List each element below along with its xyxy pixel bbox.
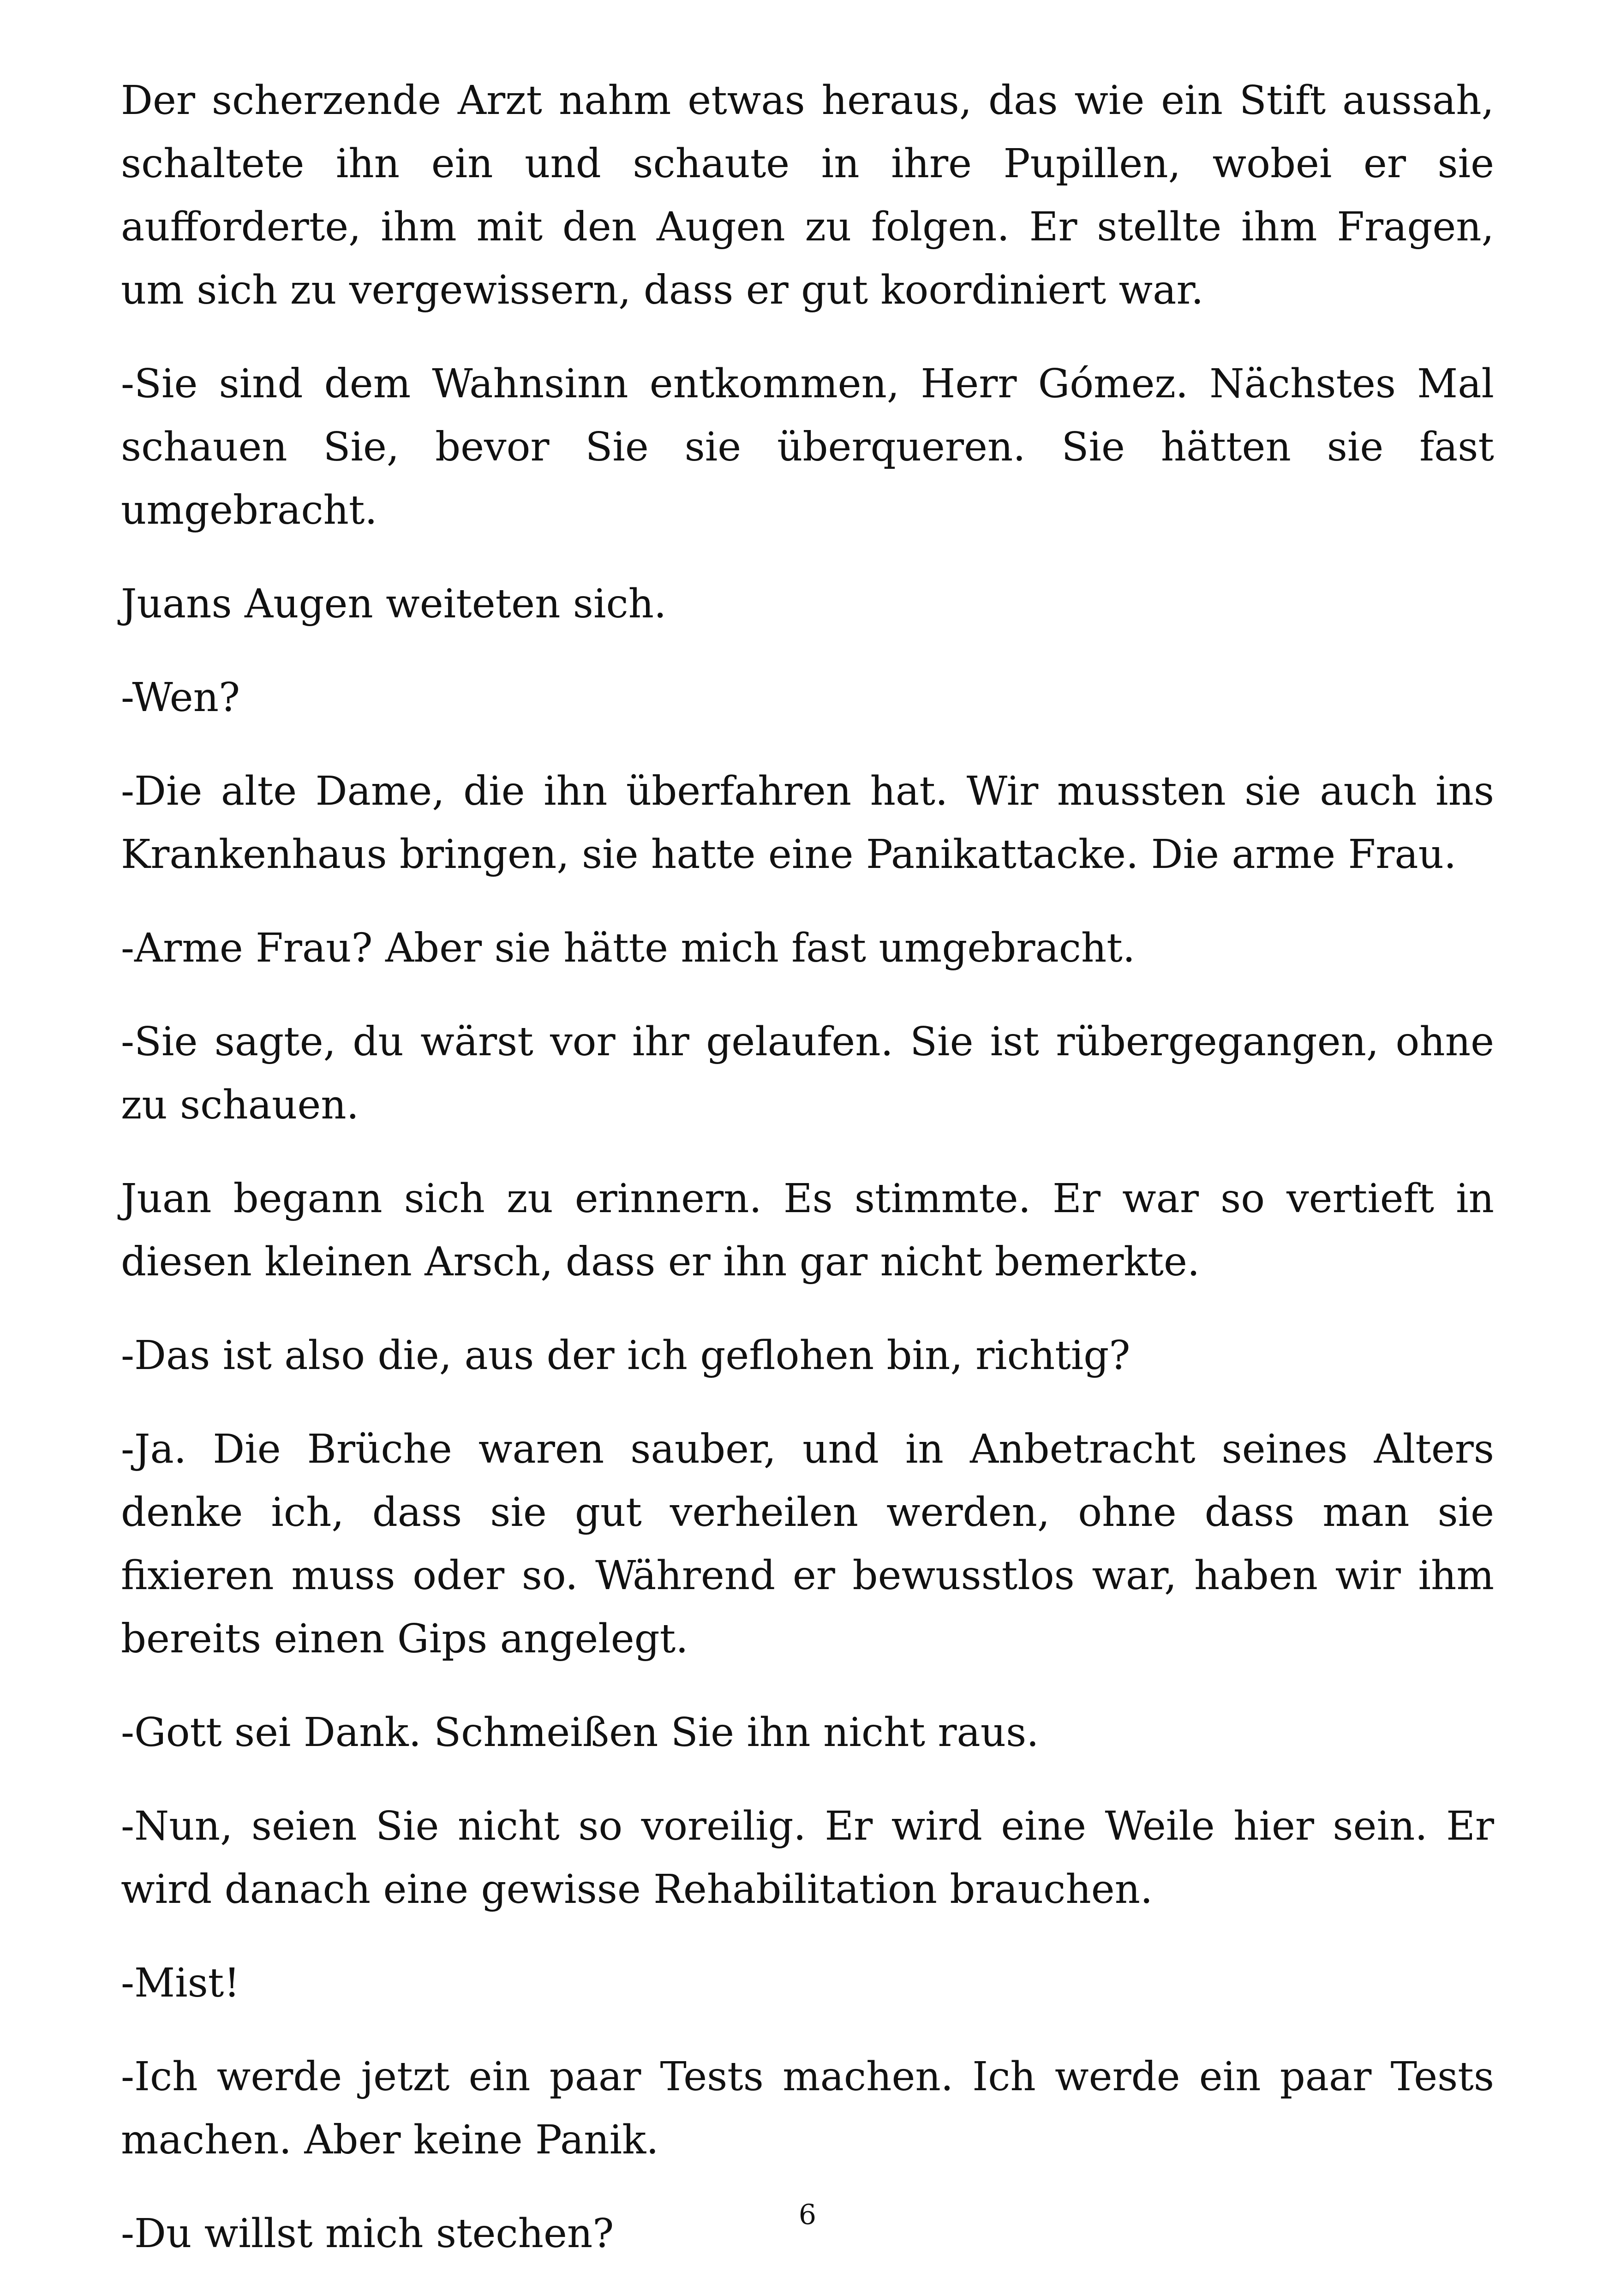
page-number: 6 bbox=[798, 2199, 817, 2231]
paragraph: -Nun, seien Sie nicht so voreilig. Er wird eine Weile hier sein. Er wird danach eine gewisse Rehabilitation brauchen. bbox=[121, 1803, 1494, 1913]
paragraph: -Mist! bbox=[121, 1960, 240, 2006]
paragraph: Juans Augen weiteten sich. bbox=[121, 581, 667, 627]
paragraph: -Wen? bbox=[121, 675, 240, 721]
paragraph: Der scherzende Arzt nahm etwas heraus, das wie ein Stift aussah, schaltete ihn ein und schaute in ihre Pupillen, wobei er sie aufforderte, ihm mit den Augen zu folgen. Er stellte ihm Fragen, um sich zu vergewissern, dass er gut koordiniert war. bbox=[121, 78, 1494, 313]
paragraph: -Die alte Dame, die ihn überfahren hat. Wir mussten sie auch ins Krankenhaus bringen, sie hatte eine Panikattacke. Die arme Frau. bbox=[121, 768, 1494, 878]
paragraph: -Gott sei Dank. Schmeißen Sie ihn nicht raus. bbox=[121, 1710, 1039, 1756]
paragraph: -Sie sind dem Wahnsinn entkommen, Herr Gómez. Nächstes Mal schauen Sie, bevor Sie sie überqueren. Sie hätten sie fast umgebracht. bbox=[121, 361, 1494, 533]
paragraph: -Ich werde jetzt ein paar Tests machen. Ich werde ein paar Tests machen. Aber keine Panik. bbox=[121, 2054, 1494, 2163]
paragraph: -Sie sagte, du wärst vor ihr gelaufen. Sie ist rübergegangen, ohne zu schauen. bbox=[121, 1019, 1494, 1128]
paragraph: -Du willst mich stechen? bbox=[121, 2211, 614, 2257]
paragraph: Juan begann sich zu erinnern. Es stimmte. Er war so vertieft in diesen kleinen Arsch, dass er ihn gar nicht bemerkte. bbox=[121, 1176, 1494, 1285]
paragraph: -Das ist also die, aus der ich geflohen bin, richtig? bbox=[121, 1333, 1130, 1379]
body-text bbox=[121, 69, 1494, 2296]
paragraph: -Ja. Die Brüche waren sauber, und in Anbetracht seines Alters denke ich, dass sie gut verheilen werden, ohne dass man sie fixieren muss oder so. Während er bewusstlos war, haben wir ihm bereits einen Gips angelegt. bbox=[121, 1426, 1494, 1662]
paragraph: -Arme Frau? Aber sie hätte mich fast umgebracht. bbox=[121, 925, 1136, 971]
